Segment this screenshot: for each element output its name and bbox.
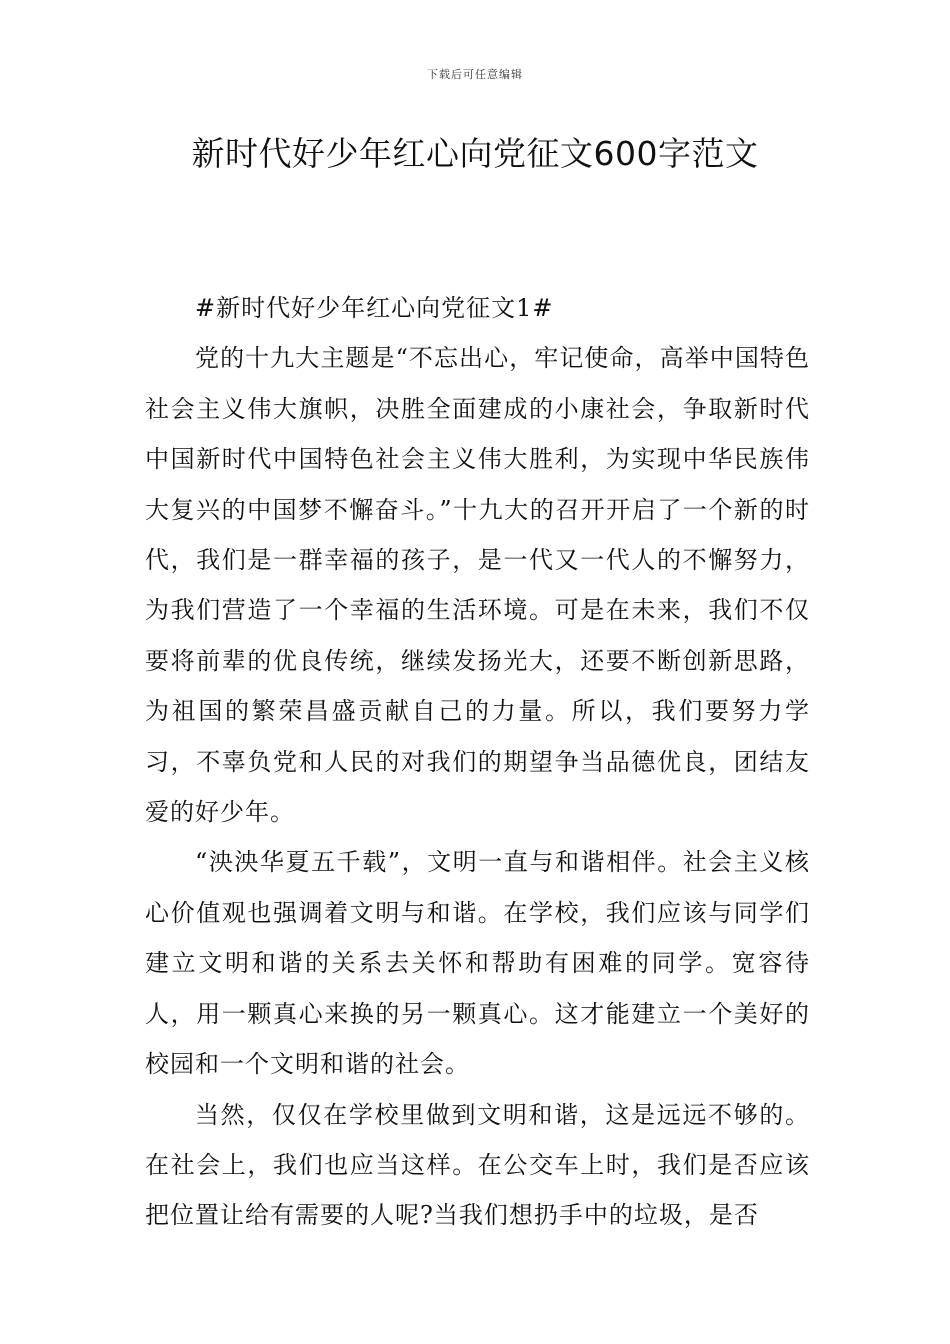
paragraph: 当然，仅仅在学校里做到文明和谐，这是远远不够的。在社会上，我们也应当这样。在公交车上时，我们是否应该把位置让给有需要的人呢?当我们想扔手中的垃圾，是否 — [145, 1100, 810, 1230]
header-note: 下载后可任意编辑 — [427, 68, 523, 81]
document-title: 新时代好少年红心向党征文600字范文 — [191, 134, 759, 173]
section-heading: #新时代好少年红心向党征文1# — [195, 294, 554, 322]
paragraph: “泱泱华夏五千载”，文明一直与和谐相伴。社会主义核心价值观也强调着文明与和谐。在学校，我们应该与同学们建立文明和谐的关系去关怀和帮助有困难的同学。宽容待人，用一颗真心来换的另一颗真心。这才能建立一个美好的校园和一个文明和谐的社会。 — [145, 848, 810, 1079]
document-body — [145, 283, 810, 1241]
paragraph: 党的十九大主题是“不忘出心，牢记使命，高举中国特色社会主义伟大旗帜，决胜全面建成的小康社会，争取新时代中国新时代中国特色社会主义伟大胜利，为实现中华民族伟大复兴的中国梦不懈奋斗。”十九大的召开开启了一个新的时代，我们是一群幸福的孩子，是一代又一代人的不懈努力，为我们营造了一个幸福的生活环境。可是在未来，我们不仅要将前辈的优良传统，继续发扬光大，还要不断创新思路，为祖国的繁荣昌盛贡献自己的力量。所以，我们要努力学习，不辜负党和人民的对我们的期望争当品德优良，团结友爱的好少年。 — [145, 344, 810, 827]
